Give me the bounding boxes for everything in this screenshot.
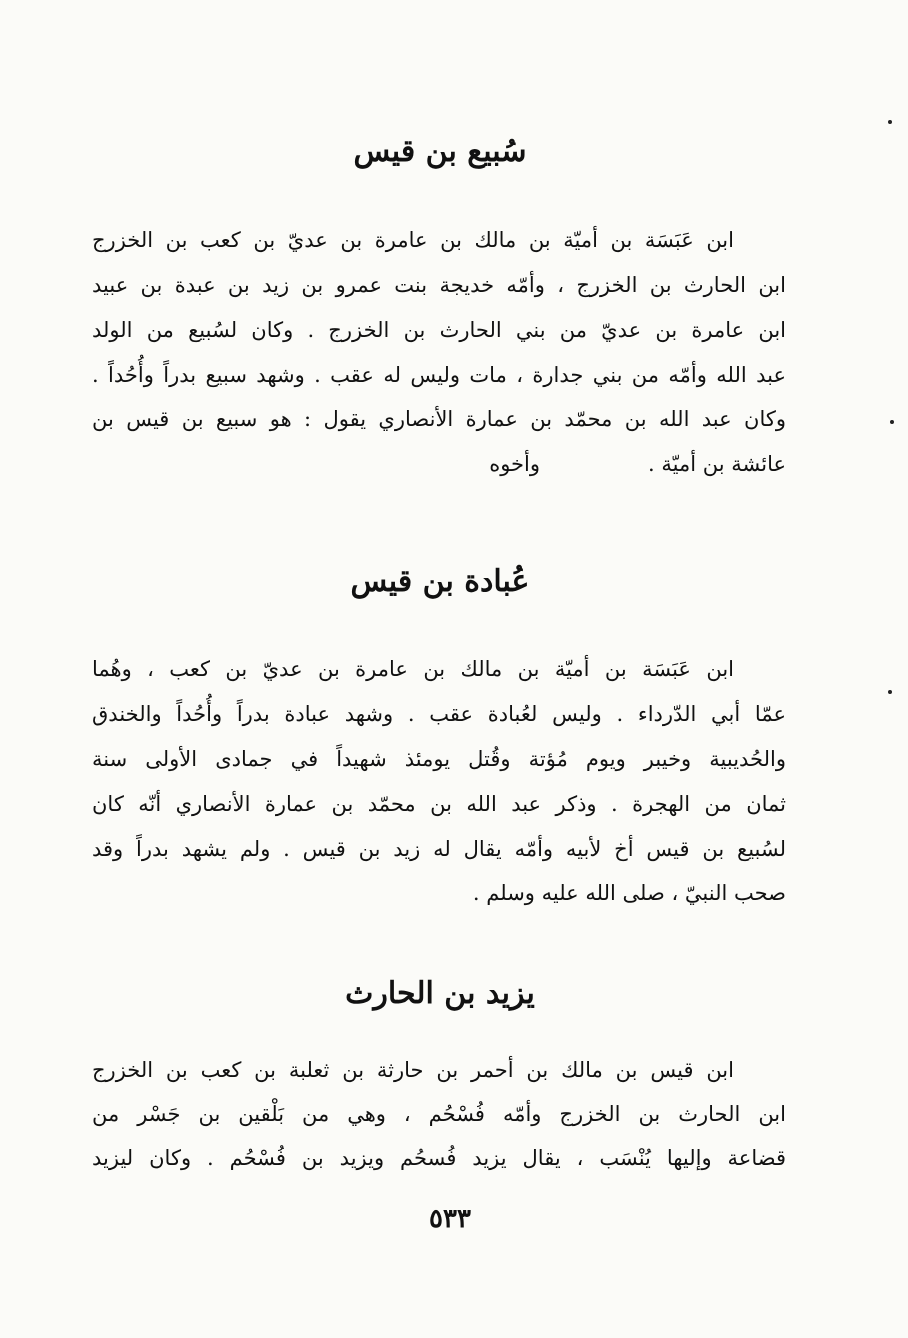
text-line: ابن عامرة بن عديّ من بني الحارث بن الخزرج . وكان لسُبيع من الولد [92,318,786,342]
text-line: ابن الحارث بن الخزرج ، وأمّه خديجة بنت عمرو بن زيد بن عبدة بن عبيد [92,273,786,297]
text-line: صحب النبيّ ، صلى الله عليه وسلم . [472,881,786,905]
text-line: عبد الله وأمّه من بني جدارة ، مات وليس له عقب . وشهد سبيع بدراً وأُحُداً . [92,363,786,387]
scan-speck [888,120,892,124]
section-title: سُبيع بن قيس [353,134,527,169]
text-line: ابن عَبَسَة بن أميّة بن مالك بن عامرة بن عديّ بن كعب ، وهُما [92,657,734,681]
page-number: ٥٣٣ [429,1204,471,1234]
text-line: ابن الحارث بن الخزرج وأمّه فُسْحُم ، وهي من بَلْقين بن جَسْر من [92,1102,786,1126]
text-line: عائشة بن أميّة . [648,452,786,476]
text-line: ثمان من الهجرة . وذكر عبد الله بن محمّد بن عمارة الأنصاري أنّه كان [92,792,786,816]
scan-speck [888,690,892,694]
text-line: والحُديبية وخيبر ويوم مُؤتة وقُتل يومئذ شهيداً في جمادى الأولى سنة [92,747,786,771]
text-line: وكان عبد الله بن محمّد بن عمارة الأنصاري يقول : هو سبيع بن قيس بن [92,407,786,431]
text-line: لسُبيع بن قيس أخ لأبيه وأمّه يقال له زيد بن قيس . ولم يشهد بدراً وقد [92,837,786,861]
text-line: وأخوه [489,452,540,476]
text-line: ابن عَبَسَة بن أميّة بن مالك بن عامرة بن عديّ بن كعب بن الخزرج [92,228,734,252]
text-line: عمّا أبي الدّرداء . وليس لعُبادة عقب . وشهد عبادة بدراً وأُحُداً والخندق [92,702,786,726]
text-line: قضاعة وإليها يُنْسَب ، يقال يزيد فُسحُم ويزيد بن فُسْحُم . وكان ليزيد [92,1146,786,1170]
text-line: ابن قيس بن مالك بن أحمر بن حارثة بن ثعلبة بن كعب بن الخزرج [92,1058,734,1082]
section-title: يزيد بن الحارث [345,976,535,1011]
scan-speck [890,420,894,424]
section-title: عُبادة بن قيس [350,564,530,599]
